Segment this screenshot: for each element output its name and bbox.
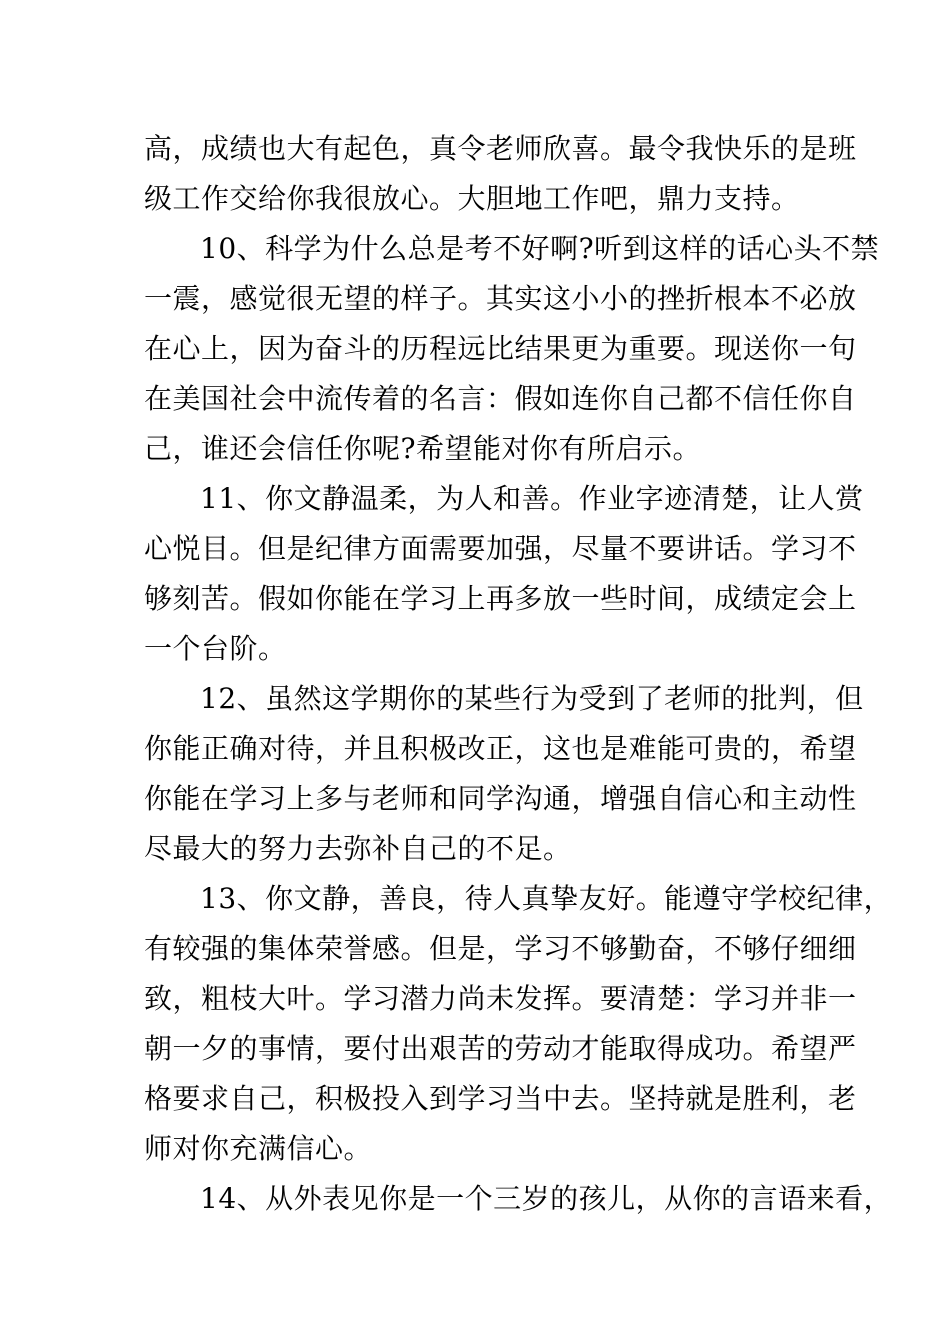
paragraph-start-10: 10、科学为什么总是考不好啊?听到这样的话心头不禁 (200, 232, 880, 265)
text-line: 心悦目。但是纪律方面需要加强，尽量不要讲话。学习不 (144, 532, 857, 565)
text-line: 师对你充满信心。 (144, 1132, 373, 1165)
text-line: 一震，感觉很无望的样子。其实这小小的挫折根本不必放 (144, 282, 857, 315)
text-line: 朝一夕的事情，要付出艰苦的劳动才能取得成功。希望严 (144, 1032, 857, 1065)
paragraph-start-12: 12、虽然这学期你的某些行为受到了老师的批判，但 (200, 682, 864, 715)
text-line: 尽最大的努力去弥补自己的不足。 (144, 832, 572, 865)
text-line: 致，粗枝大叶。学习潜力尚未发挥。要清楚：学习并非一 (144, 982, 857, 1015)
paragraph-start-11: 11、你文静温柔，为人和善。作业字迹清楚，让人赏 (200, 482, 864, 515)
text-line: 在美国社会中流传着的名言：假如连你自己都不信任你自 (144, 382, 857, 415)
text-line: 有较强的集体荣誉感。但是，学习不够勤奋，不够仔细细 (144, 932, 857, 965)
text-line: 高，成绩也大有起色，真令老师欣喜。最令我快乐的是班 (144, 132, 857, 165)
text-line: 一个台阶。 (144, 632, 287, 665)
paragraph-start-13: 13、你文静，善良，待人真挚友好。能遵守学校纪律， (200, 882, 893, 915)
document-body (144, 124, 893, 1224)
text-line: 格要求自己，积极投入到学习当中去。坚持就是胜利，老 (144, 1082, 857, 1115)
text-line: 级工作交给你我很放心。大胆地工作吧，鼎力支持。 (144, 182, 800, 215)
text-line: 够刻苦。假如你能在学习上再多放一些时间，成绩定会上 (144, 582, 857, 615)
text-line: 你能在学习上多与老师和同学沟通，增强自信心和主动性 (144, 782, 857, 815)
text-line: 己，谁还会信任你呢?希望能对你有所启示。 (144, 432, 702, 465)
paragraph-start-14: 14、从外表见你是一个三岁的孩儿，从你的言语来看， (200, 1182, 893, 1215)
text-line: 在心上，因为奋斗的历程远比结果更为重要。现送你一句 (144, 332, 857, 365)
text-line: 你能正确对待，并且积极改正，这也是难能可贵的，希望 (144, 732, 857, 765)
